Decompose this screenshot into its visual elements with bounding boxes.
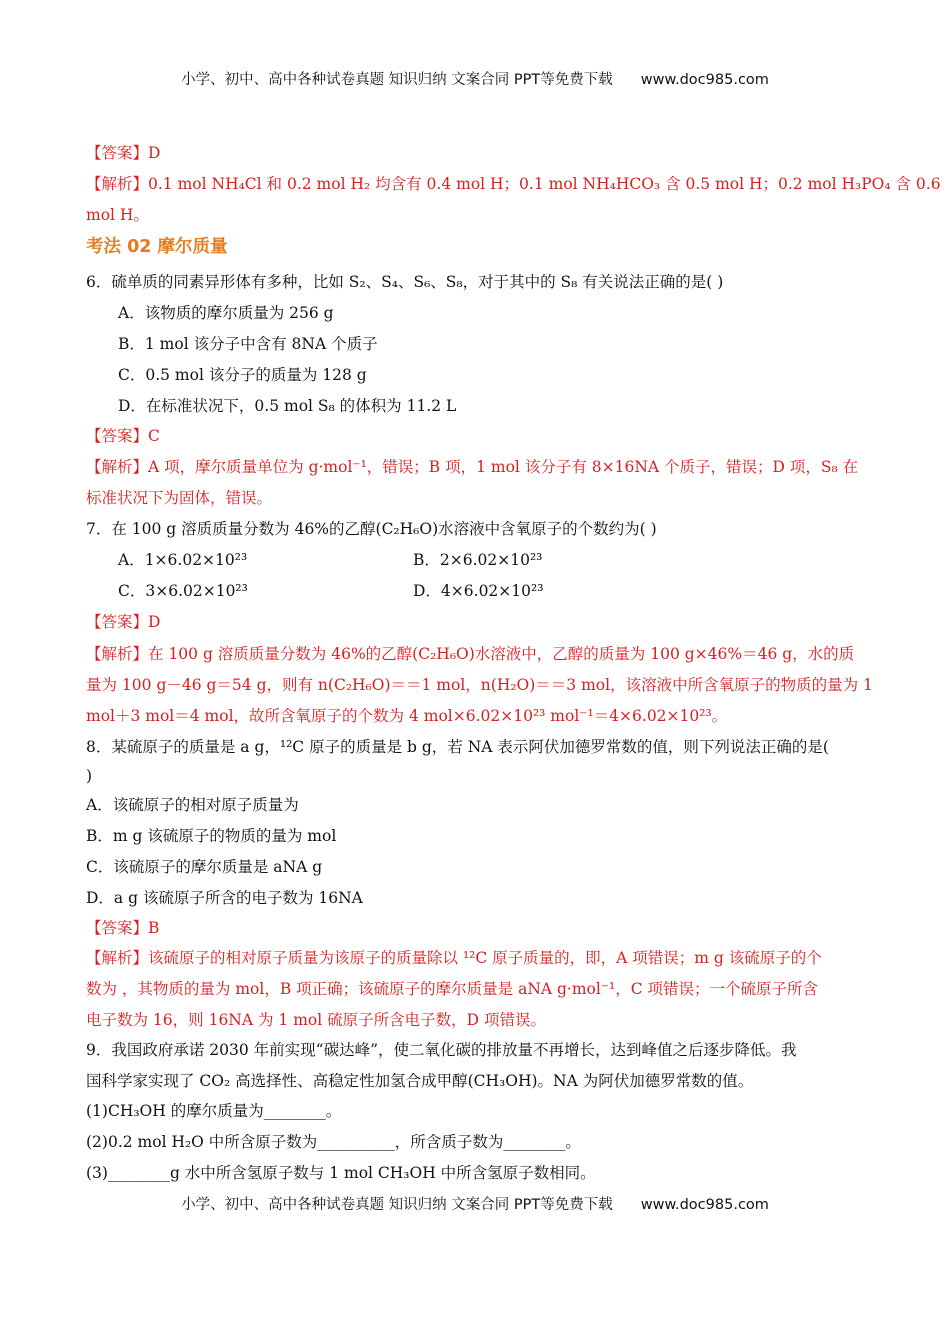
analysis-label: 【解析】 (86, 645, 149, 663)
header-site: www.doc985.com (640, 72, 769, 88)
analysis-line-q8-3: 电子数为 16，则 16NA 为 1 mol 硫原子所含电子数，D 项错误。 (86, 1011, 546, 1029)
question-7-option-c: C．3×6.02×10²³ (118, 582, 248, 600)
question-7-options-row-1 (118, 550, 898, 570)
question-8-stem-1: 8．某硫原子的质量是 a g，¹²C 原子的质量是 b g，若 NA 表示阿伏加德罗常数的值，则下列说法正确的是( (86, 738, 829, 756)
analysis-line-q5-2: mol H。 (86, 206, 149, 224)
question-8-option-c: C．该硫原子的摩尔质量是 aNA g (86, 858, 323, 876)
question-9-stem-1: 9．我国政府承诺 2030 年前实现“碳达峰”，使二氧化碳的排放量不再增长，达到峰值之后逐步降低。我 (86, 1041, 797, 1059)
analysis-line-q7-2: 量为 100 g－46 g＝54 g，则有 n(C₂H₆O)＝＝1 mol，n(H₂O)＝＝3 mol，该溶液中所含氧原子的物质的量为 1 (86, 676, 873, 694)
question-6-option-a: A．该物质的摩尔质量为 256 g (118, 304, 334, 322)
answer-value: C (148, 427, 160, 445)
answer-value: B (148, 919, 160, 937)
answer-label: 【答案】 (86, 919, 149, 937)
question-6-stem: 6．硫单质的同素异形体有多种，比如 S₂、S₄、S₆、S₈，对于其中的 S₈ 有关说法正确的是( ) (86, 273, 724, 291)
footer-site: www.doc985.com (640, 1197, 769, 1213)
analysis-line-q8-2: 数为 ，其物质的量为 mol，B 项正确；该硫原子的摩尔质量是 aNA g·mol⁻¹，C 项错误；一个硫原子所含 (86, 980, 819, 998)
analysis-label: 【解析】 (86, 949, 149, 967)
question-9-sub-1: (1)CH₃OH 的摩尔质量为________。 (86, 1102, 342, 1120)
question-6-option-b: B．1 mol 该分子中含有 8NA 个质子 (118, 335, 378, 353)
footer-tagline: 小学、初中、高中各种试卷真题 知识归纳 文案合同 PPT等免费下载 (181, 1197, 613, 1213)
question-9-sub-2: (2)0.2 mol H₂O 中所含原子数为__________，所含质子数为________。 (86, 1133, 581, 1151)
analysis-line-q6-1 (86, 457, 866, 477)
analysis-label: 【解析】 (86, 458, 149, 476)
answer-label: 【答案】 (86, 427, 149, 445)
answer-line-q7 (86, 612, 866, 632)
analysis-text: A 项，摩尔质量单位为 g·mol⁻¹，错误；B 项，1 mol 该分子有 8×16NA 个质子，错误；D 项，S₈ 在 (148, 458, 859, 476)
question-7-option-d: D．4×6.02×10²³ (413, 582, 544, 600)
analysis-line-q5-1 (86, 174, 941, 194)
analysis-line-q6-2: 标准状况下为固体，错误。 (86, 489, 273, 507)
analysis-line-q7-1 (86, 644, 866, 664)
analysis-text: 0.1 mol NH₄Cl 和 0.2 mol H₂ 均含有 0.4 mol H；0.1 mol NH₄HCO₃ 含 0.5 mol H；0.2 mol H₃PO₄ 含 0.6 (148, 175, 941, 193)
question-7-option-b: B．2×6.02×10²³ (413, 551, 543, 569)
answer-line-q8 (86, 918, 866, 938)
answer-value: D (148, 613, 161, 631)
analysis-label: 【解析】 (86, 175, 149, 193)
question-7-stem: 7．在 100 g 溶质质量分数为 46%的乙醇(C₂H₆O)水溶液中含氧原子的个数约为( ) (86, 520, 657, 538)
question-9-sub-3: (3)________g 水中所含氢原子数与 1 mol CH₃OH 中所含氢原子数相同。 (86, 1164, 596, 1182)
question-8-option-b: B．m g 该硫原子的物质的量为 mol (86, 827, 337, 845)
question-8-option-a: A．该硫原子的相对原子质量为 (86, 796, 299, 814)
page-header (0, 68, 950, 89)
answer-label: 【答案】 (86, 613, 149, 631)
question-9-stem-2: 国科学家实现了 CO₂ 高选择性、高稳定性加氢合成甲醇(CH₃OH)。NA 为阿伏加德罗常数的值。 (86, 1072, 754, 1090)
answer-line-q6 (86, 426, 866, 446)
question-6-option-c: C．0.5 mol 该分子的质量为 128 g (118, 366, 367, 384)
question-7-options-row-2 (118, 581, 898, 601)
question-7-option-a: A．1×6.02×10²³ (118, 551, 248, 569)
header-tagline: 小学、初中、高中各种试卷真题 知识归纳 文案合同 PPT等免费下载 (181, 72, 613, 88)
analysis-line-q7-3: mol＋3 mol＝4 mol，故所含氧原子的个数为 4 mol×6.02×10²³ mol⁻¹＝4×6.02×10²³。 (86, 707, 728, 725)
answer-line-q5 (86, 143, 866, 163)
analysis-text: 该硫原子的相对原子质量为该原子的质量除以 ¹²C 原子质量的，即，A 项错误；m g 该硫原子的个 (148, 949, 822, 967)
question-8-option-d: D．a g 该硫原子所含的电子数为 16NA (86, 889, 363, 907)
answer-label: 【答案】 (86, 144, 149, 162)
answer-value: D (148, 144, 161, 162)
question-8-stem-2: ) (86, 767, 93, 785)
analysis-text: 在 100 g 溶质质量分数为 46%的乙醇(C₂H₆O)水溶液中，乙醇的质量为 100 g×46%＝46 g，水的质 (148, 645, 855, 663)
section-title: 考法 02 摩尔质量 (86, 237, 228, 257)
question-6-option-d: D．在标准状况下，0.5 mol S₈ 的体积为 11.2 L (118, 397, 457, 415)
analysis-line-q8-1 (86, 948, 866, 968)
page-footer (0, 1193, 950, 1214)
